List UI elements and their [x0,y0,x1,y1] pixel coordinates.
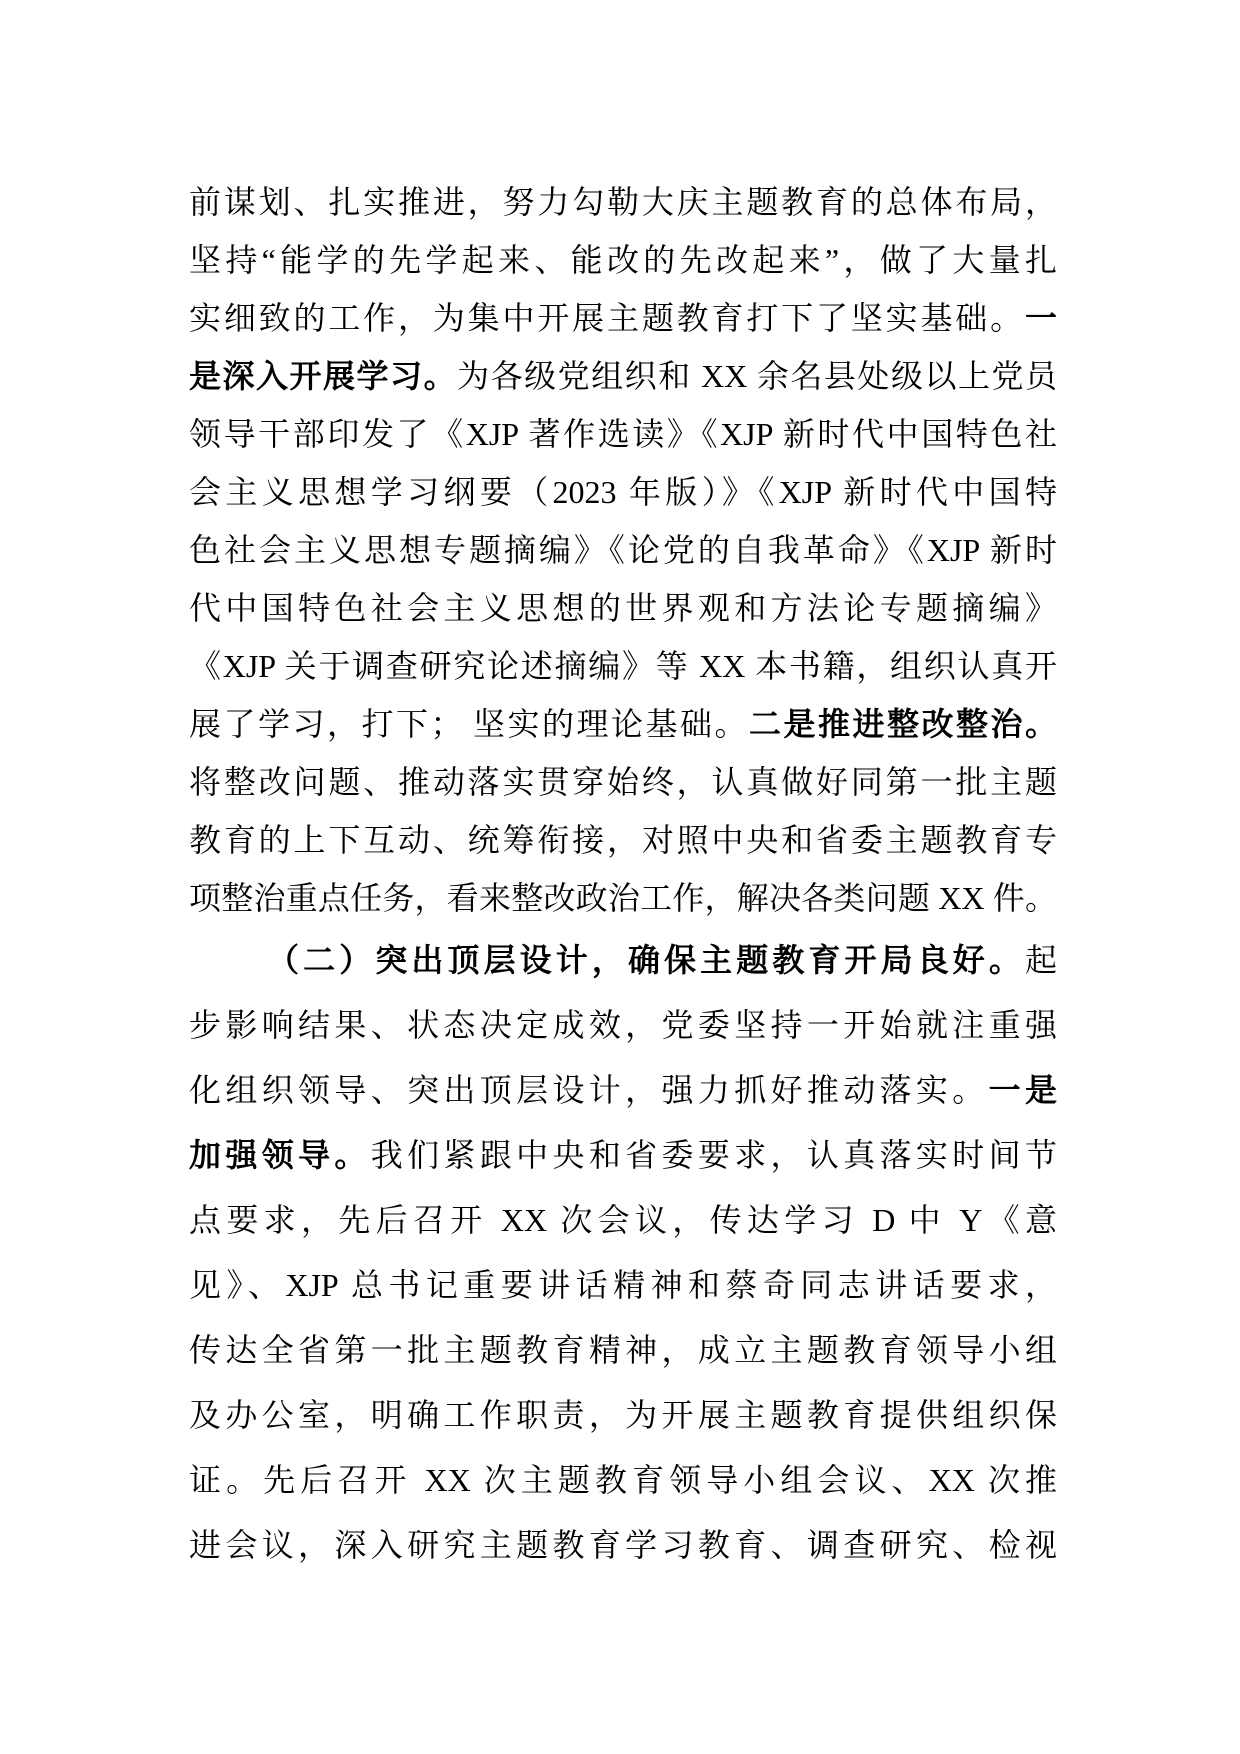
text-line [189,1383,1057,1448]
body-text: 教育的上下互动、统筹衔接，对照中央和省委主题教育专 [189,822,1057,858]
text-line [189,405,1057,463]
body-text: 进会议，深入研究主题教育学习教育、调查研究、检视 [189,1527,1057,1563]
text-line [189,1513,1057,1578]
text-line [189,1058,1057,1123]
bold-text: 一 [1024,300,1057,336]
bold-text: 二是推进整改整治。 [748,706,1057,742]
text-line [189,1448,1057,1513]
text-line [189,1318,1057,1383]
text-line [189,463,1057,521]
body-text: 前谋划、扎实推进，努力勾勒大庆主题教育的总体布局， [189,184,1057,220]
body-text: 步影响结果、状态决定成效，党委坚持一开始就注重强 [189,1007,1057,1043]
body-text: 会主义思想学习纲要（2023 年版）》《XJP 新时代中国特 [189,474,1057,510]
body-text: 为各级党组织和 XX 余名县处级以上党员 [457,358,1057,394]
text-line [189,695,1057,753]
body-text: 证。先后召开 XX 次主题教育领导小组会议、XX 次推 [189,1462,1057,1498]
text-line [189,347,1057,405]
body-text: 坚持“能学的先学起来、能改的先改起来”，做了大量扎 [189,242,1057,278]
body-text: 领导干部印发了《XJP 著作选读》《XJP 新时代中国特色社 [189,416,1057,452]
section-heading-line [189,928,1057,993]
paragraph-1 [189,173,1057,927]
text-line [189,1188,1057,1253]
body-text: 将整改问题、推动落实贯穿始终，认真做好同第一批主题 [189,764,1057,800]
text-line [189,579,1057,637]
text-line [189,173,1057,231]
text-line [189,231,1057,289]
bold-text: 一是 [988,1072,1057,1108]
body-text: 见》、XJP 总书记重要讲话精神和蔡奇同志讲话要求， [189,1267,1057,1303]
bold-text: 加强领导。 [189,1137,371,1173]
body-text: 化组织领导、突出顶层设计，强力抓好推动落实。 [189,1072,989,1108]
body-text: 色社会主义思想专题摘编》《论党的自我革命》《XJP 新时 [189,532,1057,568]
body-text: 及办公室，明确工作职责，为开展主题教育提供组织保 [189,1397,1057,1433]
body-text: 代中国特色社会主义思想的世界观和方法论专题摘编》 [189,590,1057,626]
body-text: 我们紧跟中央和省委要求，认真落实时间节 [370,1137,1057,1173]
body-text: 展了学习，打下； 坚实的理论基础。 [189,706,749,742]
body-text: 起 [1024,942,1057,978]
body-text: 实细致的工作，为集中开展主题教育打下了坚实基础。 [189,300,1025,336]
bold-text: 是深入开展学习。 [189,358,458,394]
text-line [189,289,1057,347]
text-line [189,753,1057,811]
text-line [189,1123,1057,1188]
text-line [189,869,1057,927]
text-line [189,637,1057,695]
section-heading: （二）突出顶层设计，确保主题教育开局良好。 [267,942,1025,978]
body-text: 传达全省第一批主题教育精神，成立主题教育领导小组 [189,1332,1057,1368]
text-line [189,811,1057,869]
text-line [189,521,1057,579]
body-text: 点要求，先后召开 XX 次会议，传达学习 D 中 Y《意 [189,1202,1057,1238]
body-text: 《XJP 关于调查研究论述摘编》等 XX 本书籍，组织认真开 [189,648,1057,684]
text-line [189,993,1057,1058]
body-text: 项整治重点任务，看来整改政治工作，解决各类问题 XX 件。 [189,880,1057,916]
paragraph-2 [189,928,1057,1578]
text-line [189,1253,1057,1318]
